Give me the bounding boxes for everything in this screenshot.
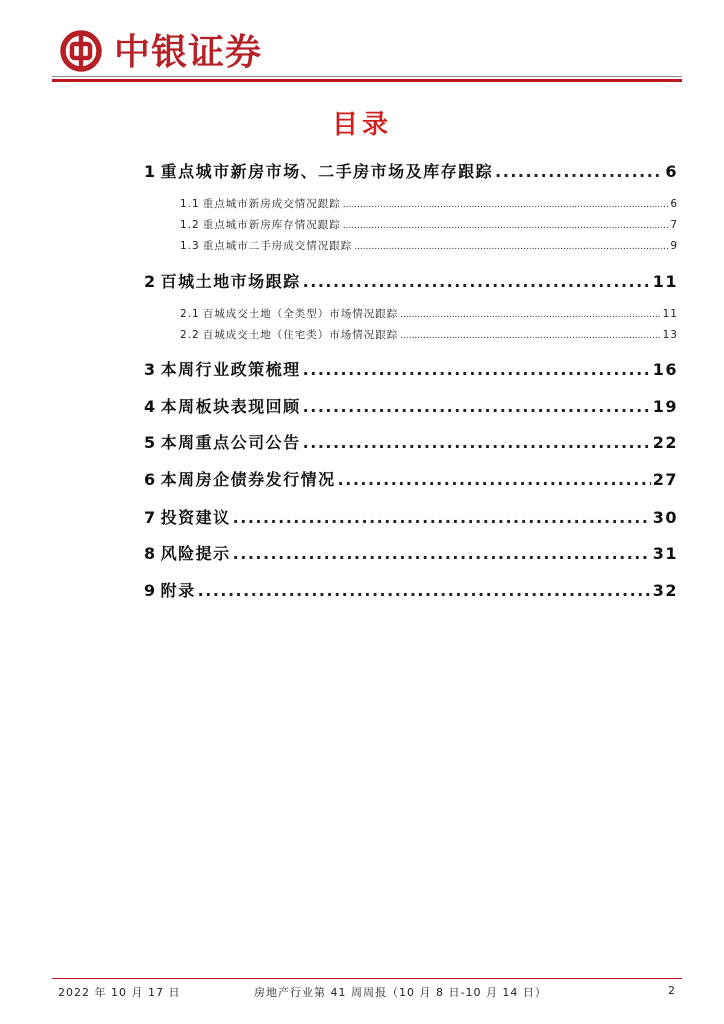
toc-leader-dots: [303, 397, 651, 416]
toc-entry-number: 9: [144, 581, 157, 600]
toc-entry-number: 7: [144, 508, 157, 527]
toc-entry-2-1[interactable]: [180, 306, 678, 321]
toc-entry-page: 16: [652, 360, 678, 379]
toc-entry-page: 27: [652, 470, 678, 489]
toc-entry-number: 4: [144, 397, 157, 416]
toc-entry-text: 重点城市新房成交情况跟踪: [202, 198, 341, 210]
toc-entry-page: 11: [652, 272, 678, 291]
toc-entry-8[interactable]: [144, 541, 678, 564]
toc-entry-text: 百城成交土地（住宅类）市场情况跟踪: [202, 329, 399, 341]
toc-leader-dots: [338, 470, 651, 489]
toc-entry-page: 13: [662, 329, 678, 341]
toc-title: 目录: [331, 110, 392, 140]
toc-entry-number: 1.3: [180, 240, 200, 252]
toc-entry-5[interactable]: [144, 430, 678, 453]
toc-entry-4[interactable]: [144, 394, 678, 417]
toc-entry-page: 32: [652, 581, 678, 600]
toc-entry-number: 1: [144, 162, 157, 181]
toc-leader-dots: [303, 360, 651, 379]
toc-leader-dots: [198, 581, 651, 600]
toc-leader-dots: [343, 200, 669, 210]
toc-entry-text: 风险提示: [160, 544, 231, 563]
toc-entry-7[interactable]: [144, 505, 678, 528]
toc-leader-dots: [400, 310, 660, 320]
toc-entry-page: 30: [652, 508, 678, 527]
toc-entry-3[interactable]: [144, 357, 678, 380]
toc-entry-text: 百城土地市场跟踪: [160, 272, 301, 291]
footer-divider: [52, 978, 682, 979]
toc-entry-2[interactable]: [144, 269, 678, 292]
toc-leader-dots: [343, 221, 669, 231]
toc-entry-6[interactable]: [144, 467, 678, 490]
toc-entry-text: 百城成交土地（全类型）市场情况跟踪: [202, 308, 399, 320]
toc-entry-text: 本周板块表现回顾: [160, 397, 301, 416]
toc-leader-dots: [354, 242, 668, 252]
toc-entry-page: 6: [665, 162, 678, 181]
toc-entry-number: 2.1: [180, 308, 200, 320]
toc-entry-1[interactable]: [144, 159, 678, 182]
toc-entry-2-2[interactable]: [180, 327, 678, 342]
toc-entry-page: 7: [670, 219, 678, 231]
toc-entry-number: 1.1: [180, 198, 200, 210]
toc-entry-number: 1.2: [180, 219, 200, 231]
toc-entry-number: 2.2: [180, 329, 200, 341]
footer-date: 2022 年 10 月 17 日: [58, 986, 181, 999]
toc-entry-page: 6: [670, 198, 678, 210]
toc-entry-page: 19: [652, 397, 678, 416]
toc-entry-text: 重点城市新房市场、二手房市场及库存跟踪: [160, 162, 494, 181]
toc-leader-dots: [233, 544, 651, 563]
toc-leader-dots: [495, 162, 663, 181]
toc-entry-number: 8: [144, 544, 157, 563]
toc-entry-9[interactable]: [144, 578, 678, 601]
toc-entry-number: 5: [144, 433, 157, 452]
toc-entry-page: 31: [652, 544, 678, 563]
toc-leader-dots: [303, 272, 651, 291]
bank-of-china-logo-icon: [60, 30, 102, 72]
toc-entry-text: 附录: [160, 581, 196, 600]
toc-entry-text: 本周行业政策梳理: [160, 360, 301, 379]
toc-entry-text: 投资建议: [160, 508, 231, 527]
toc-entry-1-3[interactable]: [180, 238, 678, 253]
toc-entry-text: 本周重点公司公告: [160, 433, 301, 452]
toc-entry-number: 3: [144, 360, 157, 379]
toc-leader-dots: [303, 433, 651, 452]
toc-entry-page: 11: [662, 308, 678, 320]
toc-entry-text: 重点城市二手房成交情况跟踪: [202, 240, 353, 252]
toc-entry-1-1[interactable]: [180, 196, 678, 211]
toc-entry-text: 重点城市新房库存情况跟踪: [202, 219, 341, 231]
toc-entry-number: 2: [144, 272, 157, 291]
footer-report-title: 房地产行业第 41 周周报（10 月 8 日-10 月 14 日）: [254, 986, 547, 999]
toc-entry-text: 本周房企债券发行情况: [160, 470, 336, 489]
toc-entry-1-2[interactable]: [180, 217, 678, 232]
footer-page-number: 2: [668, 984, 676, 997]
header-divider: [52, 76, 682, 82]
brand-name: 中银证券: [114, 31, 263, 73]
toc-leader-dots: [233, 508, 651, 527]
toc-entry-number: 6: [144, 470, 157, 489]
toc-entry-page: 22: [652, 433, 678, 452]
toc-entry-page: 9: [670, 240, 678, 252]
toc-leader-dots: [400, 331, 660, 341]
